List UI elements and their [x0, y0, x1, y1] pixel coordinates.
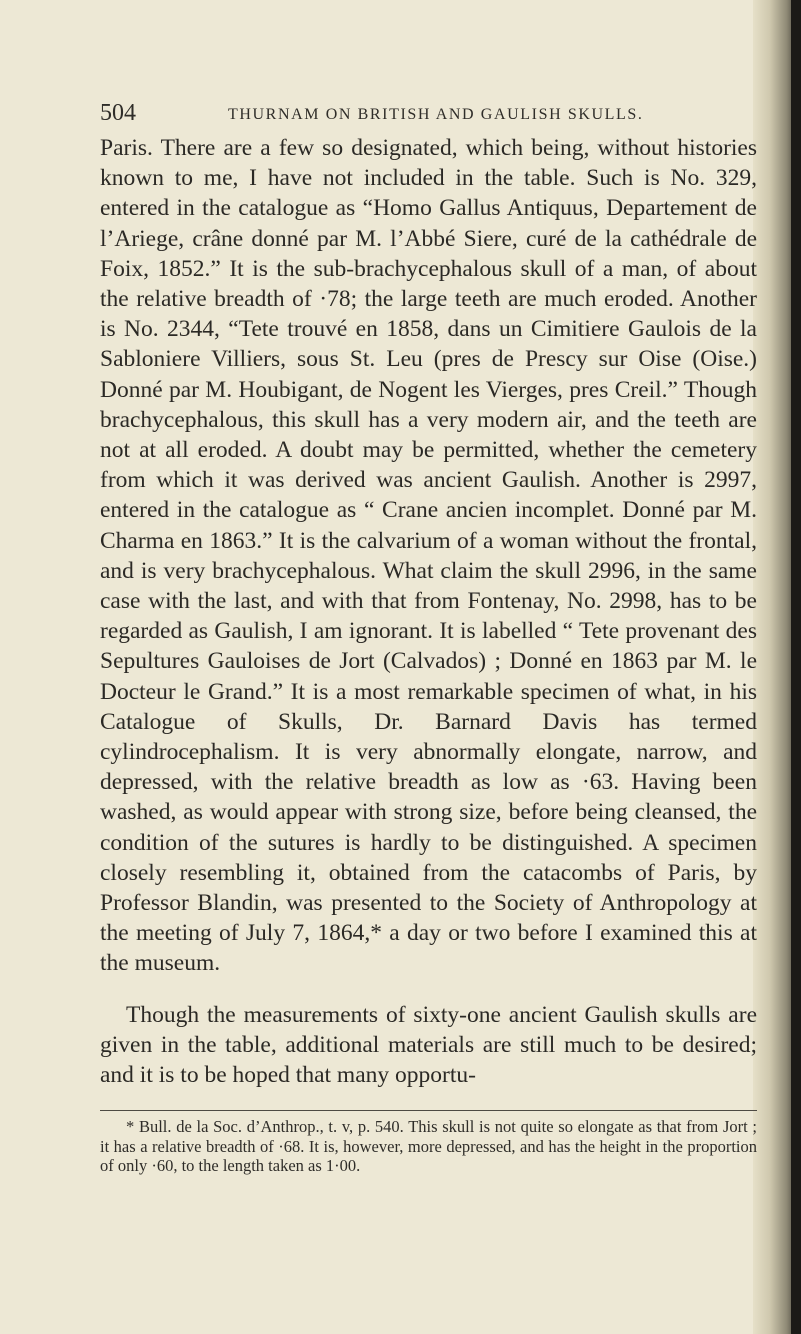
page-number: 504: [100, 100, 136, 126]
footnote-text: * Bull. de la Soc. d’Anthrop., t. v, p. 540. This skull is not quite so elongate as that from Jort ; it has a relative breadth of ·68. It is, however, more depressed, and has the height in the proportion of only ·60, to the length taken as 1·00.: [100, 1117, 757, 1176]
footnote-divider: [100, 1110, 757, 1111]
binding-edge: [791, 0, 801, 1334]
paragraph-1: Paris. There are a few so designated, which being, without histories known to me, I have not included in the table. Such is No. 329, entered in the catalogue as “Homo Gallus Antiquus, Departement de l’Ariege, crâne donné par M. l’Abbé Siere, curé de la cathédrale de Foix, 1852.” It is the sub-brachycephalous skull of a man, of about the relative breadth of ·78; the large teeth are much eroded. Another is No. 2344, “Tete trouvé en 1858, dans un Cimitiere Gaulois de la Sabloniere Villiers, sous St. Leu (pres de Prescy sur Oise (Oise.) Donné par M. Houbigant, de Nogent les Vierges, pres Creil.” Though brachycephalous, this skull has a very modern air, and the teeth are not at all eroded. A doubt may be permitted, whether the cemetery from which it was derived was ancient Gaulish. Another is 2997, entered in the catalogue as “ Crane ancien incomplet. Donné par M. Charma en 1863.” It is the calvarium of a woman without the frontal, and is very brachycephalous. What claim the skull 2996, in the same case with the last, and with that from Fontenay, No. 2998, has to be regarded as Gaulish, I am ignorant. It is labelled “ Tete provenant des Sepultures Gauloises de Jort (Calvados) ; Donné en 1863 par M. le Docteur le Grand.” It is a most remarkable specimen of what, in his Catalogue of Skulls, Dr. Barnard Davis has termed cylindrocephalism. It is very abnormally elongate, narrow, and depressed, with the relative breadth as low as ·63. Having been washed, as would appear with strong size, before being cleansed, the condition of the sutures is hardly to be distinguished. A specimen closely resembling it, obtained from the catacombs of Paris, by Professor Blandin, was presented to the Society of Anthropology at the meeting of July 7, 1864,* a day or two before I examined this at the museum.: [100, 135, 757, 977]
main-text: [100, 133, 757, 1090]
page-header: [0, 100, 801, 130]
running-title: THURNAM ON BRITISH AND GAULISH SKULLS.: [228, 106, 644, 123]
footnote: [100, 1117, 757, 1176]
paragraph-2: Though the measurements of sixty-one ancient Gaulish skulls are given in the table, additional materials are still much to be desired; and it is to be hoped that many opportu-: [100, 1001, 757, 1089]
